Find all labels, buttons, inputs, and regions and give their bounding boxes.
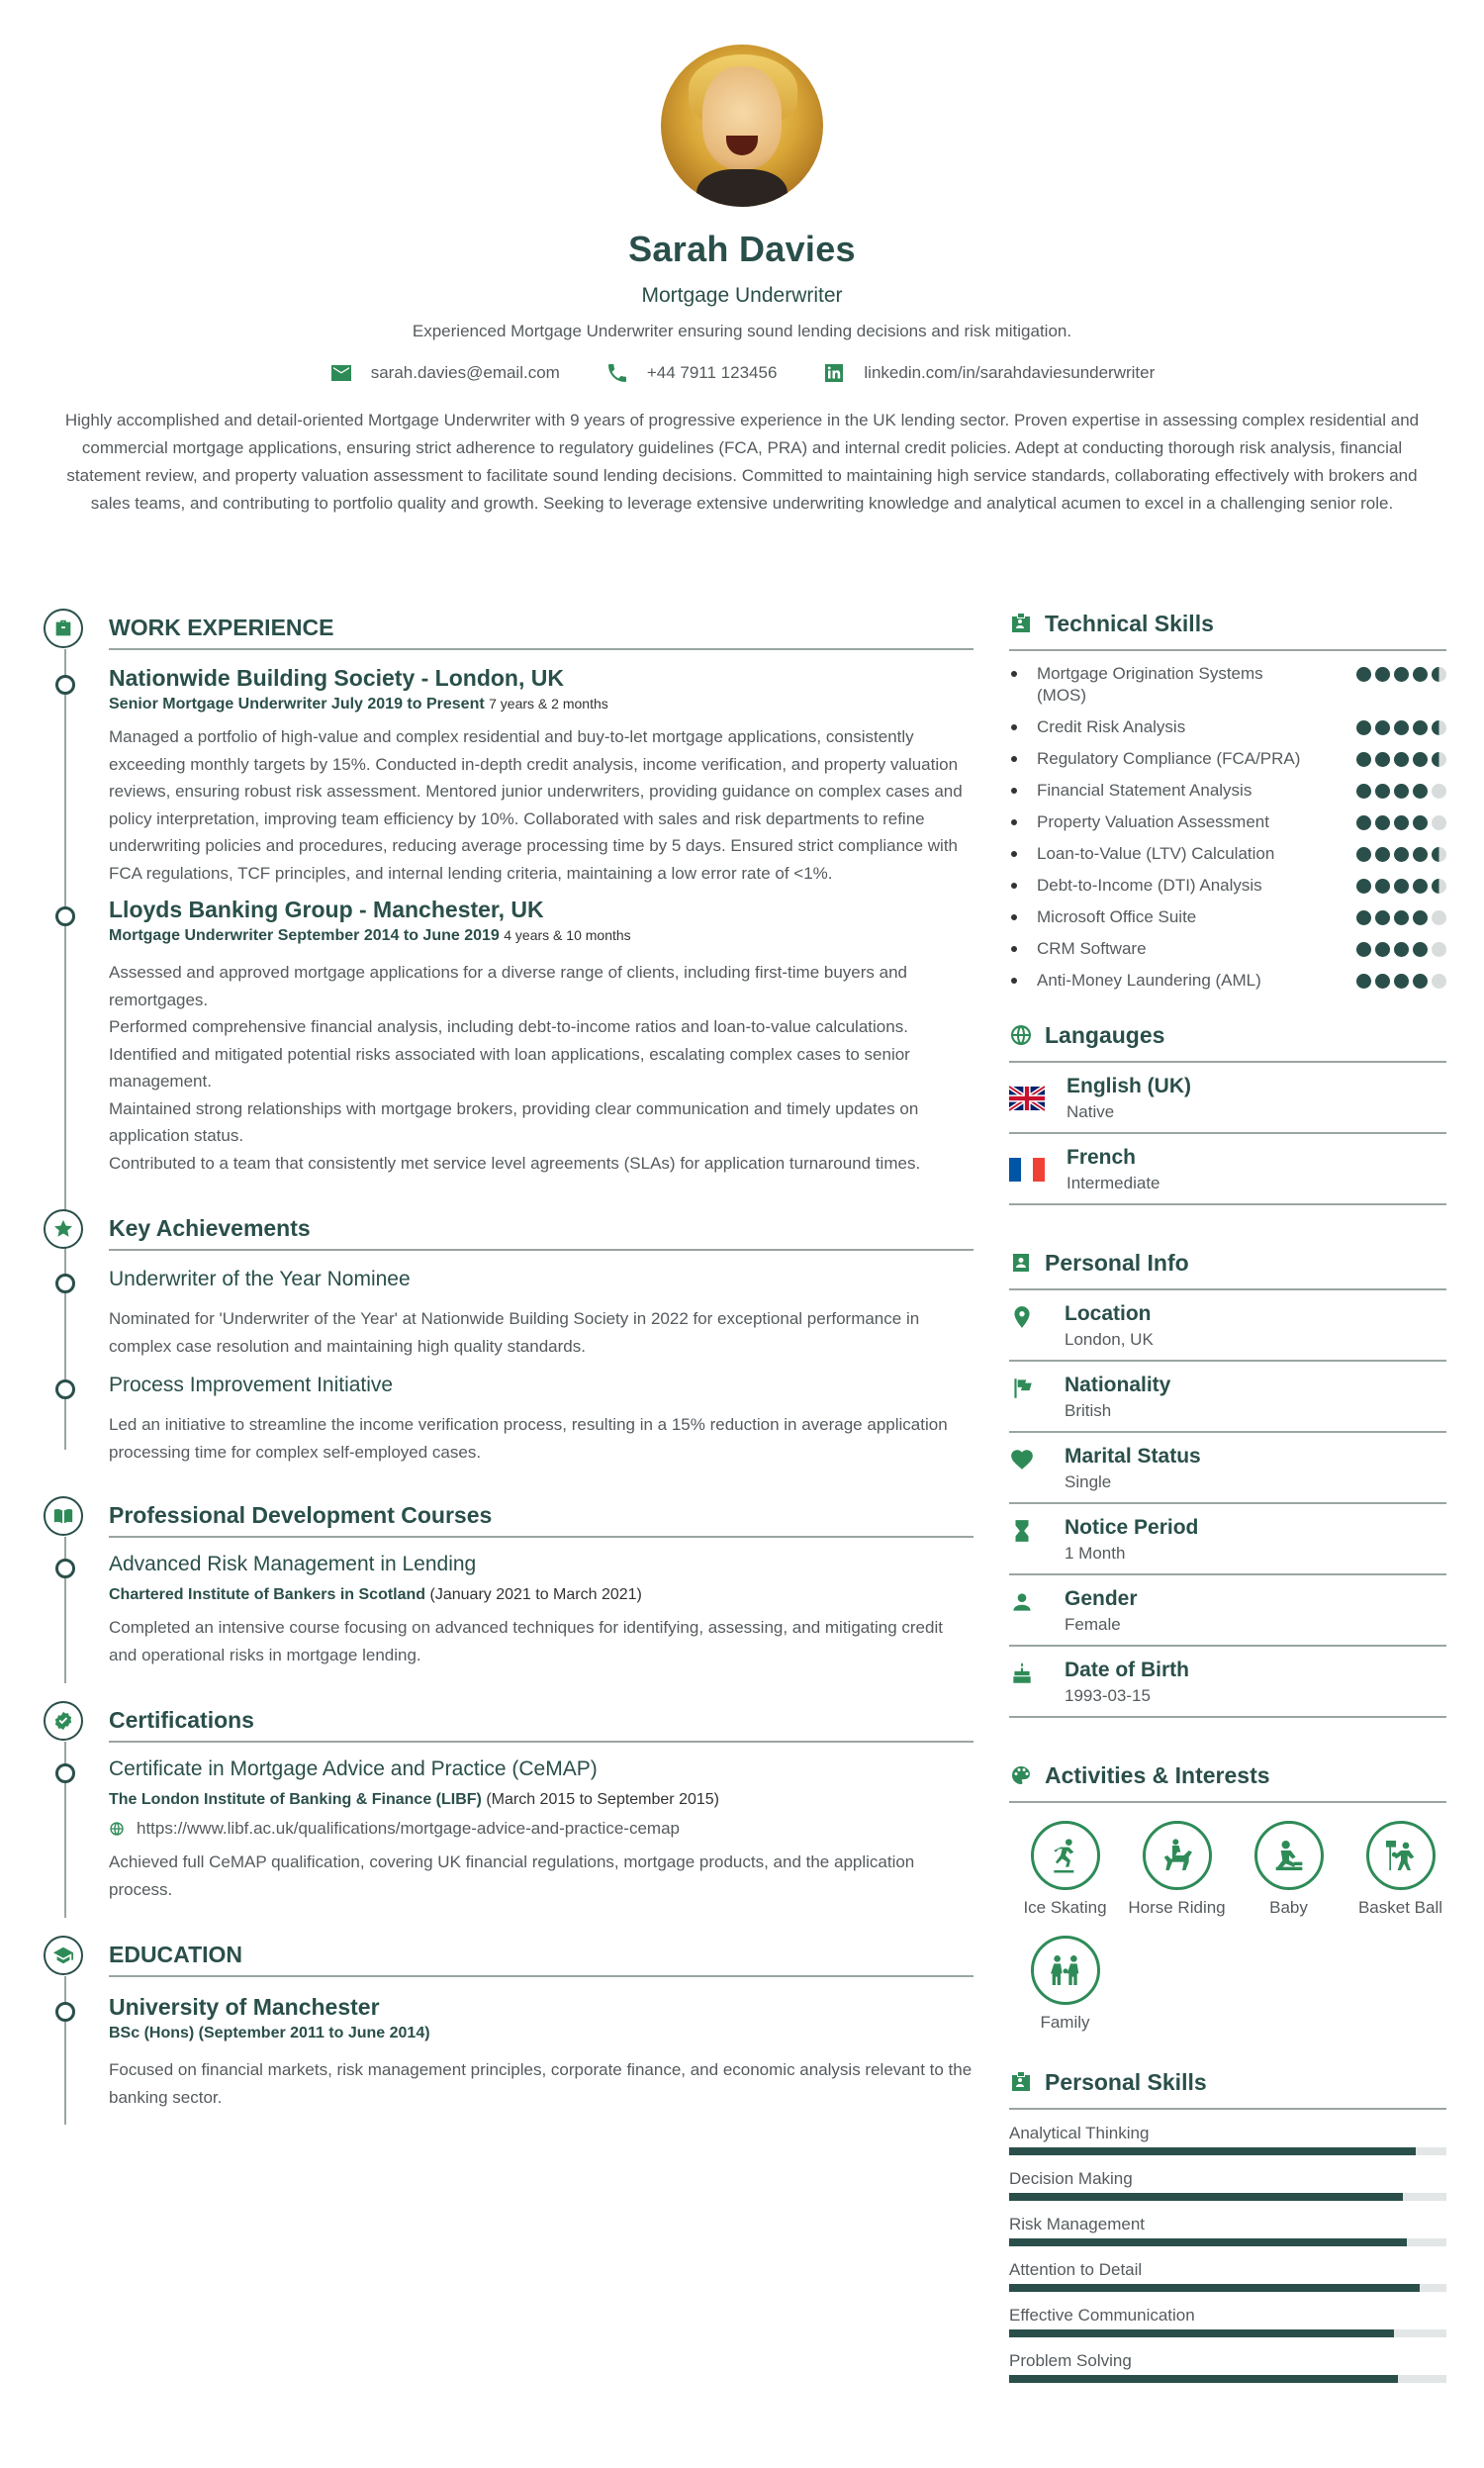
- language-item: [1009, 1063, 1446, 1134]
- work-item: [44, 665, 974, 887]
- personal-info-section: [1009, 1245, 1446, 1718]
- achievement-item: [44, 1268, 974, 1360]
- personal-skill-bar: [1009, 2193, 1446, 2201]
- skill-rating: [1356, 815, 1446, 830]
- personal-skill-item: [1009, 2306, 1446, 2337]
- achievement-title: Process Improvement Initiative: [109, 1374, 394, 1396]
- info-item-gender: [1009, 1575, 1446, 1647]
- section-title: Key Achievements: [109, 1215, 311, 1241]
- info-label: Gender: [1065, 1587, 1138, 1610]
- rating-dot: [1356, 847, 1371, 862]
- rating-dot: [1432, 942, 1446, 957]
- personal-skill-bar-fill: [1009, 2284, 1420, 2292]
- technical-skills-list: [1009, 663, 1446, 992]
- skill-rating: [1356, 667, 1446, 682]
- contact-bar: [0, 361, 1484, 385]
- section-title: EDUCATION: [109, 1942, 243, 1967]
- rating-dot: [1413, 910, 1428, 925]
- rating-dot: [1394, 667, 1409, 682]
- info-value: Single: [1065, 1472, 1112, 1491]
- right-column: [1009, 606, 1446, 2383]
- activity-item: [1345, 1821, 1456, 1918]
- section-title: Personal Info: [1045, 1249, 1189, 1276]
- info-item-location: [1009, 1290, 1446, 1362]
- left-column: [44, 606, 974, 2111]
- rating-dot: [1356, 910, 1371, 925]
- activity-label: Basket Ball: [1357, 1898, 1443, 1917]
- info-label: Date of Birth: [1065, 1659, 1189, 1681]
- profile-summary: Highly accomplished and detail-oriented Mortgage Underwriter with 9 years of progressive experience in the UK lending sector. Proven expertise in assessing complex residential and commercial mortgage applications, ensuring strict adherence to regulatory guidelines (FCA, PRA) and internal credit policies. Adept at conducting thorough risk analysis, financial statement review, and property valuation assessment to facilitate sound lending decisions. Committed to maintaining high service standards, collaborating effectively with brokers and sales teams, and contributing to portfolio quality and growth. Seeking to leverage extensive underwriting knowledge and analytical acumen to excel in a challenging senior role.: [64, 411, 1420, 513]
- personal-skill-label: Attention to Detail: [1009, 2260, 1143, 2279]
- rating-dot: [1375, 784, 1390, 799]
- technical-skill-item: [1009, 716, 1446, 738]
- course-institution-line: [109, 1586, 974, 1604]
- email-icon: [329, 361, 353, 385]
- activity-label: Ice Skating: [1023, 1898, 1107, 1917]
- rating-dot: [1375, 667, 1390, 682]
- skill-name: [1009, 875, 1262, 897]
- technical-skill-item: [1009, 811, 1446, 833]
- skill-rating: [1356, 720, 1446, 735]
- skill-name-text: Credit Risk Analysis: [1037, 717, 1186, 736]
- personal-skill-item: [1009, 2169, 1446, 2201]
- job-title: Mortgage Underwriter: [641, 284, 843, 307]
- role-text: Senior Mortgage Underwriter July 2019 to Present: [109, 696, 485, 712]
- rating-dot: [1356, 879, 1371, 894]
- family-icon: [1046, 1950, 1085, 1990]
- rating-dot: [1375, 974, 1390, 989]
- duration-text: 4 years & 10 months: [504, 927, 631, 943]
- id-badge-icon: [1009, 2070, 1033, 2094]
- rating-dot: [1356, 667, 1371, 682]
- education-item: [44, 1994, 974, 2111]
- course-dates: (January 2021 to March 2021): [429, 1586, 642, 1603]
- ice-skating-icon: [1046, 1836, 1085, 1875]
- achievement-item: [44, 1374, 974, 1466]
- basketball-icon: [1381, 1836, 1421, 1875]
- globe-icon: [1009, 1023, 1033, 1047]
- rating-dot: [1356, 784, 1371, 799]
- hourglass-icon: [1009, 1518, 1035, 1544]
- rating-dot: [1394, 879, 1409, 894]
- skill-name: [1009, 843, 1274, 865]
- personal-skill-bar: [1009, 2329, 1446, 2337]
- id-badge-icon: [1009, 612, 1033, 635]
- info-label: Marital Status: [1065, 1445, 1201, 1468]
- skill-name-text: CRM Software: [1037, 939, 1147, 958]
- rating-dot: [1413, 847, 1428, 862]
- role-line: [109, 696, 974, 713]
- section-title: WORK EXPERIENCE: [109, 615, 334, 640]
- info-label: Nationality: [1065, 1374, 1171, 1396]
- person-icon: [1009, 1589, 1035, 1615]
- rating-dot: [1413, 879, 1428, 894]
- rating-dot: [1394, 910, 1409, 925]
- resume-header: [0, 0, 1484, 518]
- cake-icon: [1009, 1661, 1035, 1686]
- technical-skill-item: [1009, 843, 1446, 865]
- certification-link[interactable]: [109, 1819, 974, 1839]
- personal-skill-label: Analytical Thinking: [1009, 2124, 1150, 2142]
- language-name: English (UK): [1067, 1075, 1191, 1097]
- book-icon: [44, 1496, 83, 1536]
- skill-name-text: Regulatory Compliance (FCA/PRA): [1037, 749, 1301, 768]
- rating-dot: [1394, 974, 1409, 989]
- rating-dot: [1394, 942, 1409, 957]
- info-item-nationality: [1009, 1362, 1446, 1433]
- info-item-marital-status: [1009, 1433, 1446, 1504]
- activity-label: Family: [1040, 2013, 1090, 2032]
- work-description: [109, 959, 974, 1177]
- skill-rating: [1356, 879, 1446, 894]
- certifications-section: [44, 1698, 974, 1903]
- skill-name-text: Microsoft Office Suite: [1037, 907, 1197, 926]
- personal-skill-bar: [1009, 2375, 1446, 2383]
- horse-riding-icon: [1158, 1836, 1197, 1875]
- personal-skill-label: Risk Management: [1009, 2215, 1146, 2233]
- palette-icon: [1009, 1763, 1033, 1787]
- rating-dot: [1432, 815, 1446, 830]
- briefcase-icon: [44, 609, 83, 648]
- info-value: British: [1065, 1401, 1112, 1420]
- rating-dot: [1432, 784, 1446, 799]
- work-item: [44, 897, 974, 1177]
- section-title: Professional Development Courses: [109, 1502, 493, 1528]
- info-item-notice-period: [1009, 1504, 1446, 1575]
- technical-skill-item: [1009, 938, 1446, 960]
- skill-name-text: Anti-Money Laundering (AML): [1037, 971, 1261, 990]
- language-item: [1009, 1134, 1446, 1205]
- rating-dot: [1356, 720, 1371, 735]
- rating-dot: [1413, 720, 1428, 735]
- technical-skills-section: [1009, 606, 1446, 992]
- candidate-name: Sarah Davies: [628, 229, 856, 269]
- skill-name: [1009, 811, 1269, 833]
- language-level: Native: [1067, 1102, 1115, 1121]
- section-title: Technical Skills: [1045, 610, 1214, 636]
- school-title: University of Manchester: [109, 1994, 380, 2020]
- rating-dot: [1394, 847, 1409, 862]
- personal-skill-bar-fill: [1009, 2147, 1416, 2155]
- phone-icon: [605, 361, 629, 385]
- rating-dot: [1375, 815, 1390, 830]
- rating-dot: [1432, 974, 1446, 989]
- certification-item: [44, 1757, 974, 1903]
- work-experience-section: [44, 606, 974, 1177]
- activities-section: [1009, 1757, 1446, 2050]
- personal-skill-item: [1009, 2124, 1446, 2155]
- skill-rating: [1356, 942, 1446, 957]
- info-value: London, UK: [1065, 1330, 1154, 1349]
- tagline: Experienced Mortgage Underwriter ensuring sound lending decisions and risk mitigation.: [412, 322, 1072, 340]
- work-bullet: Identified and mitigated potential risks associated with loan applications, escalating complex cases to senior management.: [109, 1044, 910, 1091]
- certification-url: https://www.libf.ac.uk/qualifications/mortgage-advice-and-practice-cemap: [137, 1819, 680, 1838]
- linkedin-icon: [822, 361, 846, 385]
- skill-name-text: Loan-to-Value (LTV) Calculation: [1037, 844, 1275, 863]
- activity-item: [1233, 1821, 1345, 1918]
- rating-dot: [1394, 784, 1409, 799]
- uk-flag-icon: [1009, 1086, 1045, 1111]
- personal-skills-section: [1009, 2064, 1446, 2383]
- course-institution: Chartered Institute of Bankers in Scotland: [109, 1586, 426, 1603]
- rating-dot: [1432, 667, 1446, 682]
- skill-name-text: Mortgage Origination Systems (MOS): [1037, 664, 1263, 705]
- info-item-date-of-birth: [1009, 1647, 1446, 1718]
- skill-rating: [1356, 974, 1446, 989]
- rating-dot: [1432, 752, 1446, 767]
- email-contact[interactable]: [329, 361, 560, 385]
- personal-skill-bar-fill: [1009, 2375, 1398, 2383]
- course-title: Advanced Risk Management in Lending: [109, 1553, 477, 1575]
- rating-dot: [1356, 942, 1371, 957]
- skill-name: [1009, 970, 1261, 992]
- flag-icon: [1009, 1376, 1035, 1401]
- info-label: Notice Period: [1065, 1516, 1199, 1539]
- info-label: Location: [1065, 1302, 1152, 1325]
- activity-item: [1121, 1821, 1233, 1918]
- personal-skill-label: Decision Making: [1009, 2169, 1133, 2188]
- employer-title: Lloyds Banking Group - Manchester, UK: [109, 897, 544, 922]
- france-flag-icon: [1009, 1157, 1045, 1183]
- technical-skill-item: [1009, 875, 1446, 897]
- skill-rating: [1356, 784, 1446, 799]
- certification-title: Certificate in Mortgage Advice and Practice (CeMAP): [109, 1757, 598, 1780]
- rating-dot: [1432, 720, 1446, 735]
- certification-dates: (March 2015 to September 2015): [486, 1791, 719, 1808]
- skill-rating: [1356, 910, 1446, 925]
- languages-section: [1009, 1017, 1446, 1205]
- education-text: Focused on financial markets, risk management principles, corporate finance, and economic analysis relevant to the banking sector.: [109, 2060, 973, 2107]
- skill-rating: [1356, 847, 1446, 862]
- personal-skill-label: Effective Communication: [1009, 2306, 1195, 2325]
- certificate-badge-icon: [44, 1701, 83, 1741]
- location-pin-icon: [1009, 1304, 1035, 1330]
- personal-skills-list: [1009, 2124, 1446, 2383]
- avatar: [661, 45, 823, 207]
- technical-skill-item: [1009, 748, 1446, 770]
- linkedin-text: linkedin.com/in/sarahdaviesunderwriter: [864, 363, 1156, 382]
- personal-skill-item: [1009, 2215, 1446, 2246]
- achievement-title: Underwriter of the Year Nominee: [109, 1268, 411, 1290]
- work-bullet: Assessed and approved mortgage applications for a diverse range of clients, including first-time buyers and remortgages.: [109, 963, 907, 1009]
- skill-name: [1009, 938, 1147, 960]
- course-text: Completed an intensive course focusing on advanced techniques for identifying, assessing, and mitigating credit and operational risks in mortgage lending.: [109, 1618, 943, 1664]
- rating-dot: [1432, 910, 1446, 925]
- info-value: 1993-03-15: [1065, 1686, 1151, 1705]
- activity-item: [1009, 1821, 1121, 1918]
- activity-label: Horse Riding: [1128, 1898, 1226, 1917]
- baby-icon: [1269, 1836, 1309, 1875]
- info-value: 1 Month: [1065, 1544, 1126, 1563]
- star-badge-icon: [44, 1209, 83, 1249]
- certification-institution: The London Institute of Banking & Finance (LIBF): [109, 1791, 482, 1808]
- heart-icon: [1009, 1447, 1035, 1472]
- activity-item: [1009, 1936, 1121, 2033]
- globe-icon: [109, 1821, 125, 1837]
- skill-name-text: Debt-to-Income (DTI) Analysis: [1037, 876, 1262, 895]
- role-line: [109, 927, 974, 945]
- phone-contact[interactable]: [605, 361, 778, 385]
- achievement-text: Nominated for 'Underwriter of the Year' at Nationwide Building Society in 2022 for exceptional performance in complex case resolution and maintaining high quality standards.: [109, 1309, 920, 1356]
- rating-dot: [1375, 879, 1390, 894]
- technical-skill-item: [1009, 780, 1446, 802]
- rating-dot: [1413, 815, 1428, 830]
- section-title: Langauges: [1045, 1021, 1165, 1048]
- skill-name: [1009, 748, 1300, 770]
- personal-skill-bar: [1009, 2238, 1446, 2246]
- degree-line: BSc (Hons) (September 2011 to June 2014): [109, 2025, 430, 2041]
- courses-section: [44, 1493, 974, 1668]
- section-title: Certifications: [109, 1707, 254, 1733]
- language-name: French: [1067, 1146, 1137, 1169]
- work-description: Managed a portfolio of high-value and complex residential and buy-to-let mortgage applications, consistently exceeding monthly targets by 15%. Conducted in-depth credit analysis, income verification, and property valuation reviews, ensuring robust risk assessment. Mentored junior underwriters, providing guidance on complex cases and policy interpretation, improving team efficiency by 10%. Collaborated with sales and risk departments to refine underwriting policies and procedures, reducing average processing time by 5 days. Ensured strict compliance with FCA regulations, TCF principles, and internal lending criteria, maintaining a low error rate of <1%.: [109, 727, 963, 883]
- section-title: Activities & Interests: [1045, 1761, 1270, 1788]
- personal-skill-bar-fill: [1009, 2238, 1407, 2246]
- work-bullet: Maintained strong relationships with mortgage brokers, providing clear communication and timely updates on application status.: [109, 1098, 919, 1145]
- duration-text: 7 years & 2 months: [489, 696, 608, 712]
- rating-dot: [1413, 667, 1428, 682]
- rating-dot: [1394, 720, 1409, 735]
- email-text: sarah.davies@email.com: [370, 363, 560, 382]
- rating-dot: [1413, 942, 1428, 957]
- achievements-section: [44, 1206, 974, 1466]
- work-bullet: Contributed to a team that consistently met service level agreements (SLAs) for application turnaround times.: [109, 1153, 921, 1173]
- personal-skill-item: [1009, 2351, 1446, 2383]
- personal-skill-bar: [1009, 2284, 1446, 2292]
- personal-skill-bar: [1009, 2147, 1446, 2155]
- skill-name-text: Property Valuation Assessment: [1037, 812, 1269, 831]
- skill-name-text: Financial Statement Analysis: [1037, 781, 1252, 800]
- rating-dot: [1375, 720, 1390, 735]
- rating-dot: [1413, 784, 1428, 799]
- employer-title: Nationwide Building Society - London, UK: [109, 665, 564, 691]
- rating-dot: [1375, 942, 1390, 957]
- personal-skill-item: [1009, 2260, 1446, 2292]
- personal-skill-bar-fill: [1009, 2193, 1403, 2201]
- technical-skill-item: [1009, 970, 1446, 992]
- activity-label: Baby: [1269, 1898, 1308, 1917]
- skill-name: [1009, 906, 1196, 928]
- rating-dot: [1394, 815, 1409, 830]
- rating-dot: [1356, 815, 1371, 830]
- skill-name: [1009, 780, 1252, 802]
- skill-name: [1009, 716, 1185, 738]
- rating-dot: [1413, 974, 1428, 989]
- role-text: Mortgage Underwriter September 2014 to June 2019: [109, 927, 500, 944]
- linkedin-contact[interactable]: [822, 361, 1155, 385]
- certification-institution-line: [109, 1791, 974, 1809]
- rating-dot: [1375, 847, 1390, 862]
- work-bullet: Performed comprehensive financial analysis, including debt-to-income ratios and loan-to-value calculations.: [109, 1017, 908, 1036]
- certification-text: Achieved full CeMAP qualification, covering UK financial regulations, mortgage products, and the application process.: [109, 1852, 915, 1899]
- personal-skill-bar-fill: [1009, 2329, 1394, 2337]
- section-title: Personal Skills: [1045, 2068, 1207, 2095]
- phone-text: +44 7911 123456: [646, 363, 778, 382]
- rating-dot: [1413, 752, 1428, 767]
- contact-card-icon: [1009, 1251, 1033, 1275]
- rating-dot: [1432, 847, 1446, 862]
- course-item: [44, 1553, 974, 1668]
- rating-dot: [1356, 752, 1371, 767]
- technical-skill-item: [1009, 663, 1446, 707]
- rating-dot: [1356, 974, 1371, 989]
- rating-dot: [1394, 752, 1409, 767]
- activities-grid: [1009, 1821, 1456, 2050]
- skill-rating: [1356, 752, 1446, 767]
- education-section: [44, 1933, 974, 2111]
- info-value: Female: [1065, 1615, 1121, 1634]
- graduation-cap-icon: [44, 1936, 83, 1975]
- rating-dot: [1375, 752, 1390, 767]
- rating-dot: [1375, 910, 1390, 925]
- technical-skill-item: [1009, 906, 1446, 928]
- achievement-text: Led an initiative to streamline the income verification process, resulting in a 15% reduction in average application processing time for complex self-employed cases.: [109, 1415, 948, 1462]
- skill-name: [1009, 663, 1304, 707]
- rating-dot: [1432, 879, 1446, 894]
- personal-skill-label: Problem Solving: [1009, 2351, 1132, 2370]
- language-level: Intermediate: [1067, 1174, 1160, 1192]
